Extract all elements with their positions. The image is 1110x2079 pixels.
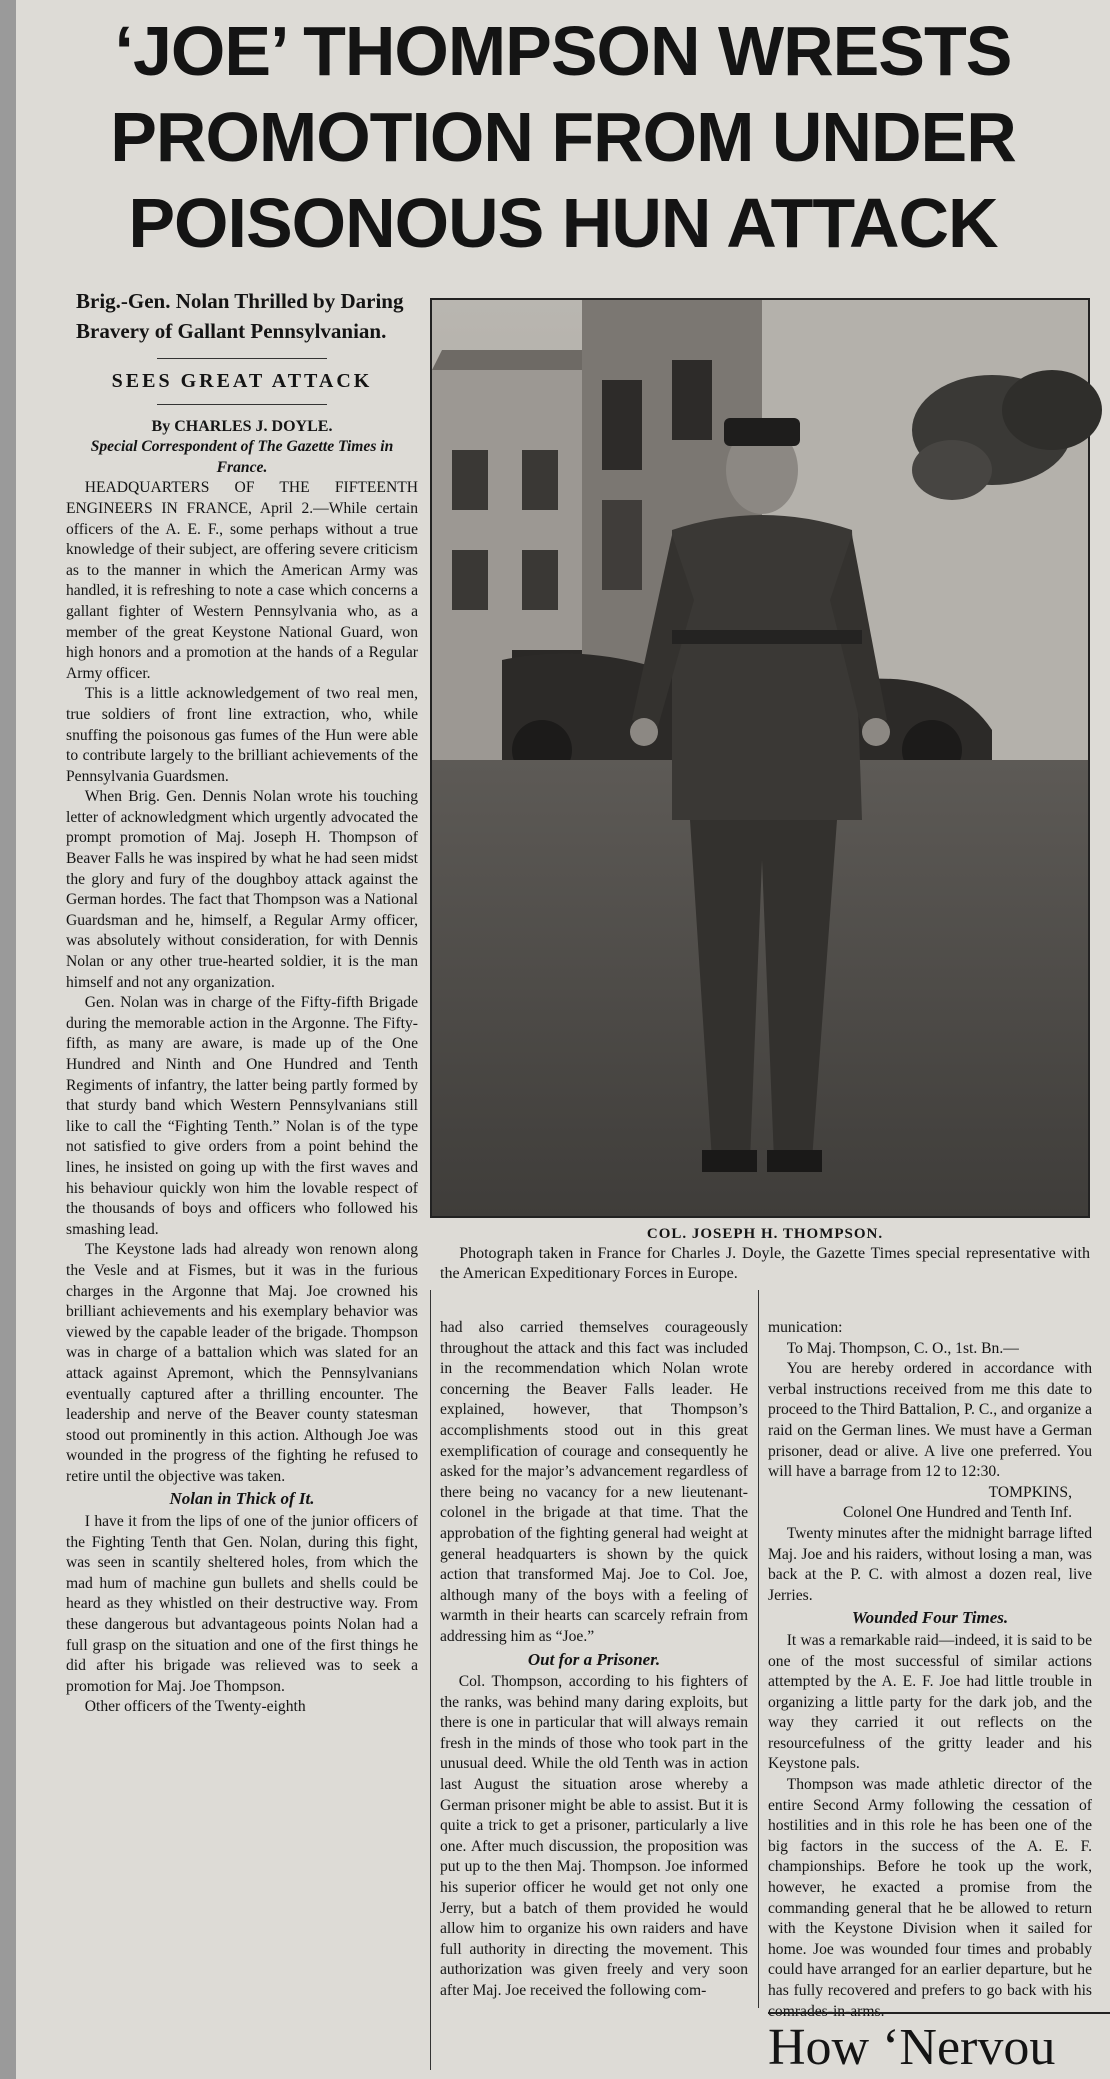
paragraph: munication: bbox=[768, 1319, 843, 1336]
paragraph: I have it from the lips of one of the junior officers of the Fighting Tenth that Gen. Nolan, during this fight, was seen in scantily sheltered holes, from which the mad hum of machine gun bullets and shells could be heard as they whistled on their destructive way. From these dangerous but advantageous points Nolan had a full grasp on the situation and one of the first things he did after his brigade was relieved was to seek a promotion for Maj. Joe Thompson. bbox=[66, 1513, 418, 1695]
paragraph: Col. Thompson, according to his fighters of the ranks, was behind many daring exploits, but there is one in particular that will always remain fresh in the minds of those who took part in the unusual deed. While the old Tenth was in action last August the situation arose whereby a German prisoner might be able to assist. But it is quite a trick to get a prisoner, particularly a live one. After much discussion, the proposition was put up to the then Maj. Thompson. Joe informed his superior officer he would get not only one Jerry, but a batch of them provided he would allow him to organize his own raiders and have full authority in directing the movement. This authorization was given freely and very soon after Maj. Joe received the following com- bbox=[440, 1673, 748, 1999]
newspaper-page bbox=[16, 0, 1110, 2079]
next-article-teaser: How ‘Nervou bbox=[768, 2019, 1056, 2076]
deck: Brig.-Gen. Nolan Thrilled by Daring Bravery of Gallant Pennsylvanian. bbox=[76, 289, 404, 343]
paragraph: had also carried themselves courageously throughout the attack and this fact was included in the recommendation which Nolan wrote concerning the Beaver Falls leader. He explained, however, that Thompson’s accomplishments stood out in this great exemplification of courage and consequently he asked for the major’s advancement regardless of there being no vacancy for a new lieutenant-colonel in the brigade at that time. That the approbation of the fighting general had weight at general headquarters is shown by the quick action that transformed Maj. Joe to Col. Joe, although many of the boys with a feeling of warmth in their hearts can scarcely refrain from addressing him as “Joe.” bbox=[440, 1319, 748, 1645]
subdeck: SEES GREAT ATTACK bbox=[111, 370, 373, 392]
article-column-2 bbox=[440, 1318, 748, 2076]
headline-line-2: PROMOTION FROM UNDER bbox=[110, 98, 1016, 176]
photo-caption bbox=[440, 1224, 1090, 1284]
paragraph: You are hereby ordered in accordance with verbal instructions received from me this date to proceed to the Third Battalion, P. C., and organize a raid on the German lines. We must have a German prisoner, dead or alive. A live one preferred. You will have a barrage from 12 to 12:30. bbox=[768, 1360, 1092, 1481]
signature-name: TOMPKINS, bbox=[988, 1483, 1072, 1501]
photo bbox=[430, 298, 1090, 1218]
column-rule bbox=[758, 1290, 759, 2008]
paragraph: HEADQUARTERS OF THE FIFTEENTH ENGINEERS IN FRANCE, April 2.—While certain officers of the A. E. F., some perhaps without a true knowledge of their subject, are offering severe criticism as to the manner in which the American Army was handled, it is refreshing to note a case which concerns a gallant fighter of Western Pennsylvania who, as a member of the great Keystone National Guard, won high honors and a promotion at the hands of a Regular Army officer. bbox=[66, 479, 418, 682]
divider bbox=[768, 2012, 1110, 2014]
paragraph: This is a little acknowledgement of two real men, true soldiers of front line extraction, who, while snuffing the poisonous gas fumes of the Hun were able to contribute largely to the brilliant achievements of the Pennsylvania Guardsmen. bbox=[66, 685, 418, 785]
paragraph: Thompson was made athletic director of the entire Second Army following the cessation of hostilities and in this role he has been one of the big factors in the success of the A. E. F. championships. Before he took up the work, however, he exacted a promise from the commanding general that he be allowed to return with the Keystone Division when it sailed for home. Joe was wounded four times and probably could have arranged for an earlier departure, but he has fully recovered and prefers to go back with his comrades-in-arms. bbox=[768, 1776, 1092, 2020]
headline-line-3: POISONOUS HUN ATTACK bbox=[128, 184, 998, 262]
subhead: Wounded Four Times. bbox=[851, 1608, 1009, 1628]
divider bbox=[157, 358, 327, 359]
paragraph: Gen. Nolan was in charge of the Fifty-fifth Brigade during the memorable action in the Argonne. The Fifty-fifth, as many are aware, is made up of the One Hundred and Ninth and One Hundred and Tenth Regiments of infantry, the latter being partly formed by that sturdy band which Western Pennsylvanians still like to call the “Fighting Tenth.” Nolan is of the type not satisfied to give orders from a point behind the lines, he insisted on going up with the first waves and his behaviour quickly won him the lovable respect of the thousands of boys and officers who followed his smashing lead. bbox=[66, 994, 418, 1238]
article-column-1 bbox=[66, 286, 418, 2076]
paragraph: Other officers of the Twenty-eighth bbox=[84, 1698, 306, 1716]
article-column-3 bbox=[768, 1318, 1092, 2020]
photo-illustration bbox=[432, 300, 1088, 1216]
subhead: Out for a Prisoner. bbox=[527, 1649, 661, 1669]
paragraph: When Brig. Gen. Dennis Nolan wrote his touching letter of acknowledgment which urgently advocated the prompt promotion of Maj. Joseph H. Thompson of Beaver Falls he was inspired by what he had seen midst the glory and fury of the doughboy attack against the German hordes. The fact that Thompson was a National Guardsman and he, himself, a Regular Army officer, was absolutely without consideration, for with Dennis Nolan or any other true-hearted soldier, it is the man himself and not any organization. bbox=[66, 788, 418, 991]
column-rule bbox=[430, 1290, 431, 2070]
correspondent-line: Special Correspondent of The Gazette Times in France. bbox=[90, 438, 394, 476]
subhead: Nolan in Thick of It. bbox=[169, 1489, 315, 1509]
headline-line-1: ‘JOE’ THOMPSON WRESTS bbox=[114, 12, 1012, 90]
paragraph: Twenty minutes after the midnight barrage lifted Maj. Joe and his raiders, without losing a man, was back at the P. C. with almost a dozen real, live Jerries. bbox=[768, 1524, 1092, 1604]
order-address: To Maj. Thompson, C. O., 1st. Bn.— bbox=[786, 1339, 1019, 1357]
caption-title: COL. JOSEPH H. THOMPSON. bbox=[646, 1226, 884, 1242]
signature-title: Colonel One Hundred and Tenth Inf. bbox=[842, 1504, 1072, 1522]
paragraph: The Keystone lads had already won renown along the Vesle and at Fismes, but it was in the furious charges in the Argonne that Maj. Joe crowned his brilliant achievements and his exemplary behavior was viewed by the capable leader of the brigade. Thompson was in charge of a battalion which was slated for an attack against Apremont, which the Pennsylvanians eventually captured after a thrilling encounter. The leadership and nerve of the Beaver county statesman stood out prominently in this action. Although Joe was wounded in the progress of the fighting he refused to retire until the objective was taken. bbox=[66, 1241, 418, 1485]
paragraph: It was a remarkable raid—indeed, it is said to be one of the most successful of similar actions attempted by the A. E. F. Joe had little trouble in organizing a little party for the dark job, and the way they carried it out reflects on the resourcefulness of the gritty leader and his Keystone pals. bbox=[768, 1631, 1092, 1773]
caption-text: Photograph taken in France for Charles J. Doyle, the Gazette Times special representative with the American Expeditionary Forces in Europe. bbox=[440, 1245, 1090, 1282]
divider bbox=[157, 404, 327, 405]
byline: By CHARLES J. DOYLE. bbox=[151, 417, 333, 435]
